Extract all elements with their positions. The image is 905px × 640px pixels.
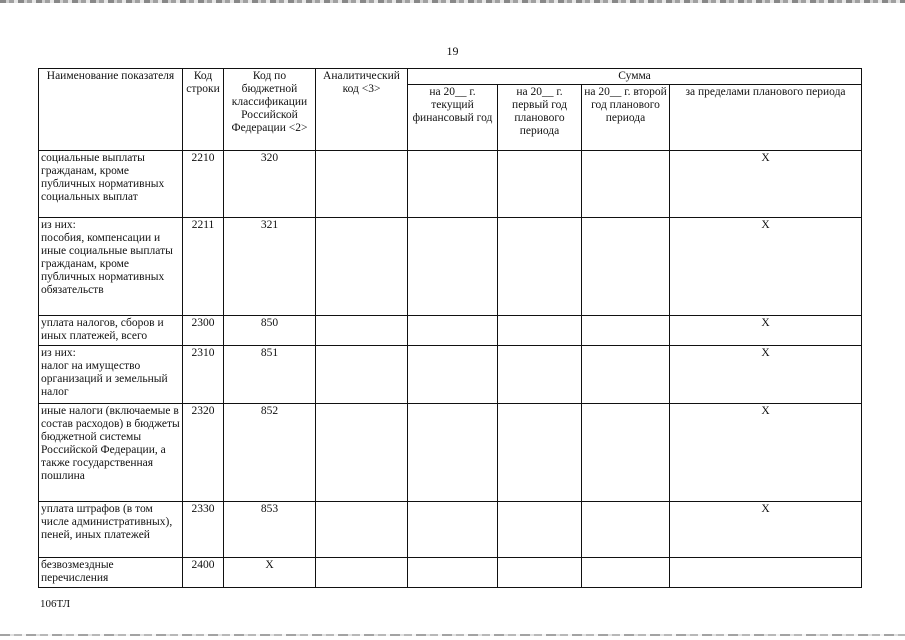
row-line-code: 2310 [183, 346, 224, 404]
row-beyond-plan: X [670, 316, 862, 346]
row-line-code: 2320 [183, 404, 224, 502]
row-budget-code: 850 [224, 316, 316, 346]
row-current-year [408, 558, 498, 588]
scan-edge-top [0, 0, 905, 3]
row-analytic-code [316, 218, 408, 316]
scan-edge-bottom [0, 634, 905, 636]
row-current-year [408, 346, 498, 404]
header-sum: Сумма [408, 69, 862, 85]
row-current-year [408, 316, 498, 346]
page-number: 19 [446, 44, 459, 58]
row-name: иные налоги (включаемые в состав расходов) в бюджеты бюджетной системы Российской Федерации, а также государственная пошлина [39, 404, 183, 502]
row-budget-code: 852 [224, 404, 316, 502]
row-analytic-code [316, 404, 408, 502]
header-second-plan-year: на 20__ г. второй год планового периода [582, 85, 670, 151]
row-second-plan-year [582, 404, 670, 502]
header-current-year: на 20__ г. текущий финансовый год [408, 85, 498, 151]
row-beyond-plan: X [670, 218, 862, 316]
row-analytic-code [316, 151, 408, 218]
row-analytic-code [316, 502, 408, 558]
row-first-plan-year [498, 502, 582, 558]
table-row [39, 404, 862, 502]
row-second-plan-year [582, 346, 670, 404]
row-analytic-code [316, 316, 408, 346]
row-line-code: 2400 [183, 558, 224, 588]
row-line-code: 2211 [183, 218, 224, 316]
row-second-plan-year [582, 316, 670, 346]
row-current-year [408, 404, 498, 502]
row-second-plan-year [582, 151, 670, 218]
header-name: Наименование показателя [39, 69, 183, 151]
row-name: социальные выплаты гражданам, кроме публичных нормативных социальных выплат [39, 151, 183, 218]
row-first-plan-year [498, 218, 582, 316]
row-current-year [408, 218, 498, 316]
row-budget-code: X [224, 558, 316, 588]
row-line-code: 2210 [183, 151, 224, 218]
form-code: 106ТЛ [40, 598, 71, 610]
row-name: из них: налог на имущество организаций и земельный налог [39, 346, 183, 404]
row-first-plan-year [498, 316, 582, 346]
header-first-plan-year: на 20__ г. первый год планового периода [498, 85, 582, 151]
row-beyond-plan [670, 558, 862, 588]
row-beyond-plan: X [670, 502, 862, 558]
row-budget-code: 321 [224, 218, 316, 316]
row-beyond-plan: X [670, 346, 862, 404]
table-row [39, 346, 862, 404]
row-budget-code: 851 [224, 346, 316, 404]
table-row [39, 558, 862, 588]
table-row [39, 316, 862, 346]
header-line-code: Код строки [183, 69, 224, 151]
row-current-year [408, 151, 498, 218]
row-first-plan-year [498, 346, 582, 404]
row-second-plan-year [582, 502, 670, 558]
row-second-plan-year [582, 558, 670, 588]
table-row [39, 151, 862, 218]
row-second-plan-year [582, 218, 670, 316]
row-budget-code: 320 [224, 151, 316, 218]
row-name: безвозмездные перечисления [39, 558, 183, 588]
header-budget-code: Код по бюджетной классификации Российской Федерации <2> [224, 69, 316, 151]
row-name: уплата штрафов (в том числе административных), пеней, иных платежей [39, 502, 183, 558]
budget-table [38, 68, 862, 588]
row-first-plan-year [498, 558, 582, 588]
row-name: из них: пособия, компенсации и иные социальные выплаты гражданам, кроме публичных нормативных обязательств [39, 218, 183, 316]
header-analytic-code: Аналитический код <3> [316, 69, 408, 151]
row-beyond-plan: X [670, 151, 862, 218]
table-row [39, 218, 862, 316]
row-budget-code: 853 [224, 502, 316, 558]
row-first-plan-year [498, 404, 582, 502]
row-line-code: 2330 [183, 502, 224, 558]
row-current-year [408, 502, 498, 558]
row-name: уплата налогов, сборов и иных платежей, всего [39, 316, 183, 346]
row-line-code: 2300 [183, 316, 224, 346]
table-row [39, 502, 862, 558]
row-beyond-plan: X [670, 404, 862, 502]
row-analytic-code [316, 558, 408, 588]
header-beyond-plan: за пределами планового периода [670, 85, 862, 151]
row-analytic-code [316, 346, 408, 404]
row-first-plan-year [498, 151, 582, 218]
